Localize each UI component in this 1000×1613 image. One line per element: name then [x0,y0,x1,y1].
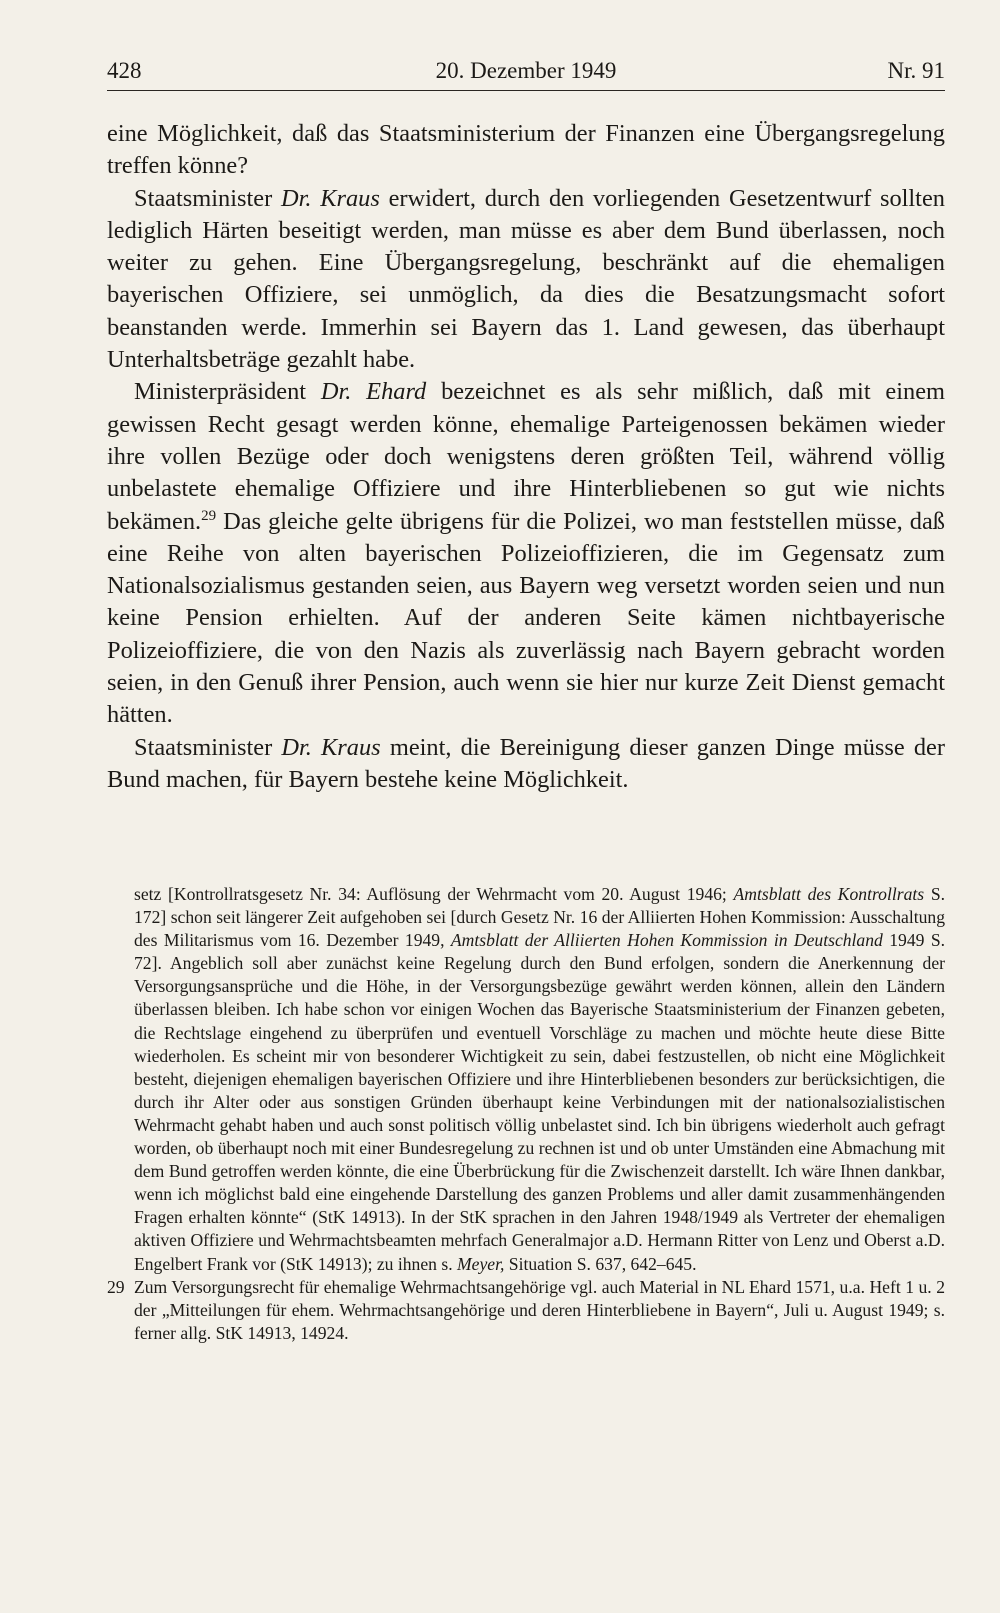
footnotes [107,883,945,1345]
footnote-text: Situation S. 637, 642–645. [508,1253,697,1274]
paragraph-continuation: eine Möglichkeit, daß das Staatsministerium der Finanzen eine Übergangsregelung treffen könne? [107,120,945,180]
paragraph-text: bezeichnet es als sehr mißlich, daß mit einem gewissen Recht gesagt werden könne, ehemalige Parteigenossen bekämen wieder ihre vollen Bezüge oder doch wenigstens deren größten Teil, während völlig unbelastete ehemalige Offiziere und ihre Hinterbliebenen so gut wie nichts bekämen. [107,378,945,535]
footnote-continuation [107,883,945,1276]
footnote-ref-29[interactable]: 29 [201,507,217,524]
paragraph-kraus-reply [107,183,945,377]
speaker-title: Staatsminister [134,184,273,212]
header-date: 20. Dezember 1949 [435,58,617,83]
paragraph-text: meint, die Bereinigung dieser ganzen Dinge müsse der Bund machen, für Bayern bestehe keine Möglichkeit. [107,733,945,793]
footnote-number: 29 [107,1276,125,1297]
paragraph-ehard [107,376,945,731]
footnote-italic: Amtsblatt des Kontrollrats [733,884,925,904]
footnote-text: Zum Versorgungsrecht für ehemalige Wehrmachtsangehörige vgl. auch Material in NL Ehard 1571, u.a. Heft 1 u. 2 der „Mitteilungen für ehem. Wehrmachtsangehörige und deren Hinterbliebene in Bayern“, Juli u. August 1949; s. ferner allg. StK 14913, 14924. [134,1276,945,1343]
paragraph-kraus-final [107,732,945,797]
footnote-text: S. 172] schon seit längerer Zeit aufgehoben sei [durch Gesetz Nr. 16 der Alliierten Hohen Kommission: Ausschaltung des Militarismus vom 16. Dezember 1949, [134,884,945,951]
page-number: 428 [107,58,142,83]
speaker-name: Dr. Kraus [281,733,381,761]
footnote-text: 1949 S. 72]. Angeblich soll aber zunächst keine Regelung durch den Bund erfolgen, sondern die Anerkennung der Versorgungsansprüche und die Höhe, in der Versorgungsbezüge gewährt werden können, allein den Ländern überlassen bleiben. Ich habe schon vor einigen Wochen das Bayerische Staatsministerium der Finanzen gebeten, die Rechtslage eingehend zu überprüfen und eventuell Vorschläge zu machen und möchte heute diese Bitte wiederholen. Es scheint mir von besonderer Wichtigkeit zu sein, dabei festzustellen, ob nicht eine Möglichkeit besteht, diejenigen ehemaligen bayerischen Offiziere und ihre Hinterbliebenen besonders zur berücksichtigen, die durch ihr Alter oder aus sonstigen Gründen überhaupt keine Verbindungen mit der nationalsozialistischen Wehrmacht gehabt haben und auch sonst politisch völlig unbelastet sind. Ich bin übrigens wiederholt auch gefragt worden, ob überhaupt noch mit einer Bundesregelung zu rechnen ist und ob unter Umständen eine Abmachung mit dem Bund getroffen werden könnte, die eine Überbrückung für die Zwischenzeit darstellt. Ich wäre Ihnen dankbar, wenn ich möglichst bald eine eingehende Darstellung des ganzen Problems und aller damit zusammenhängenden Fragen erhalten könnte“ (StK 14913). In der StK sprachen in den Jahren 1948/1949 als Vertreter der ehemaligen aktiven Offiziere und Wehrmachtsbeamten mehrfach Generalmajor a.D. Hermann Ritter von Lenz und Oberst a.D. Engelbert Frank vor (StK 14913); zu ihnen s. [134,930,945,1274]
main-text [107,118,945,796]
footnote-italic: Meyer, [457,1253,505,1274]
footnote-29 [107,1276,945,1345]
speaker-title: Ministerpräsident [134,378,307,406]
speaker-name: Dr. Kraus [280,184,380,212]
speaker-title: Staatsminister [134,733,273,761]
speaker-name: Dr. Ehard [320,378,427,406]
paragraph-text: Das gleiche gelte übrigens für die Polizei, wo man feststellen müsse, daß eine Reihe von alten bayerischen Polizeioffizieren, die im Gegensatz zum Nationalsozialismus gestanden seien, aus Bayern weg versetzt worden seien und nun keine Pension erhielten. Auf der anderen Seite kämen nichtbayerische Polizeioffiziere, die von den Nazis als zuverlässig nach Bayern gebracht worden seien, in den Genuß ihrer Pension, auch wenn sie hier nur kurze Zeit Dienst gemacht hätten. [107,507,945,729]
running-header [107,56,945,91]
protocol-number: Nr. 91 [887,58,945,83]
footnote-italic: Amtsblatt der Alliierten Hohen Kommission in Deutschland [450,930,883,951]
footnote-text: setz [Kontrollratsgesetz Nr. 34: Auflösung der Wehrmacht vom 20. August 1946; [134,884,727,904]
paragraph-text: erwidert, durch den vorliegenden Gesetzentwurf sollten lediglich Härten beseitigt werden, man müsse es aber dem Bund überlassen, noch weiter zu gehen. Eine Übergangsregelung, beschränkt auf die ehemaligen bayerischen Offiziere, sei unmöglich, da dies die Besatzungsmacht sofort beanstanden werde. Immerhin sei Bayern das 1. Land gewesen, das überhaupt Unterhaltsbeträge gezahlt habe. [107,184,945,374]
